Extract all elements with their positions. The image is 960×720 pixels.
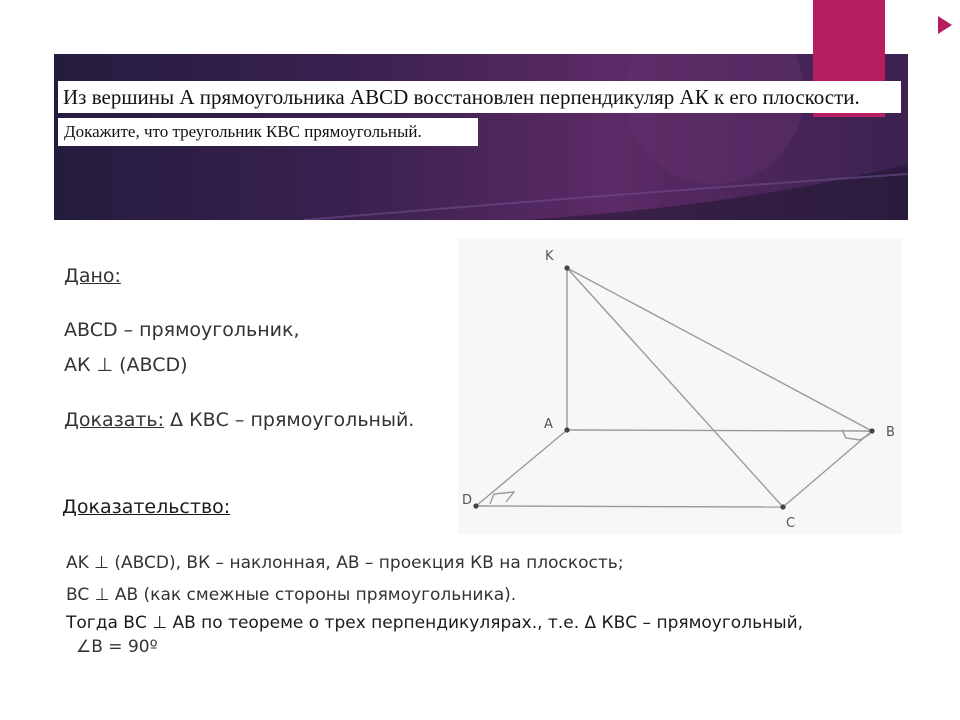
point-a [564,427,569,432]
point-b [869,428,874,433]
proof-heading: Доказательство: [62,496,231,518]
to-prove-text: Δ КВС – прямоугольный. [164,409,415,431]
proof-line-4: ∠B = 90º [76,637,158,657]
right-angle-mark-d [490,492,514,504]
segment-kb [567,268,872,431]
page-title: Из вершины А прямоугольника ABCD восстановлен перпендикуляр АК к его плоскости. [58,81,901,113]
label-a: A [544,417,553,432]
given-heading: Дано: [64,265,121,287]
segment-kc [567,268,783,507]
point-c [780,504,785,509]
point-d [473,503,478,508]
geometry-figure [458,238,902,534]
segment-ad [476,430,567,506]
given-line-2: АК ⊥ (ABCD) [64,354,188,376]
label-c: C [786,516,796,531]
proof-line-2: BC ⊥ AB (как смежные стороны прямоугольника). [66,585,517,605]
segment-ab [567,430,872,431]
segment-dc [476,506,783,507]
page-subtitle: Докажите, что треугольник КВС прямоугольный. [58,118,478,146]
label-k: K [545,249,554,264]
to-prove-label: Доказать: [64,409,165,431]
arrow-bullet-icon [938,16,952,34]
label-b: B [886,425,895,440]
given-line-1: ABCD – прямоугольник, [64,319,300,341]
segment-bc [783,431,872,507]
proof-line-3: Тогда ВС ⊥ АВ по теореме о трех перпендикулярах., т.е. Δ КВС – прямоугольный, [66,613,804,633]
to-prove-line [64,409,414,431]
label-d: D [462,493,473,508]
proof-line-1: AK ⊥ (ABCD), ВК – наклонная, АВ – проекция КВ на плоскость; [66,553,624,573]
point-k [564,265,569,270]
geometry-figure-svg [458,238,902,534]
